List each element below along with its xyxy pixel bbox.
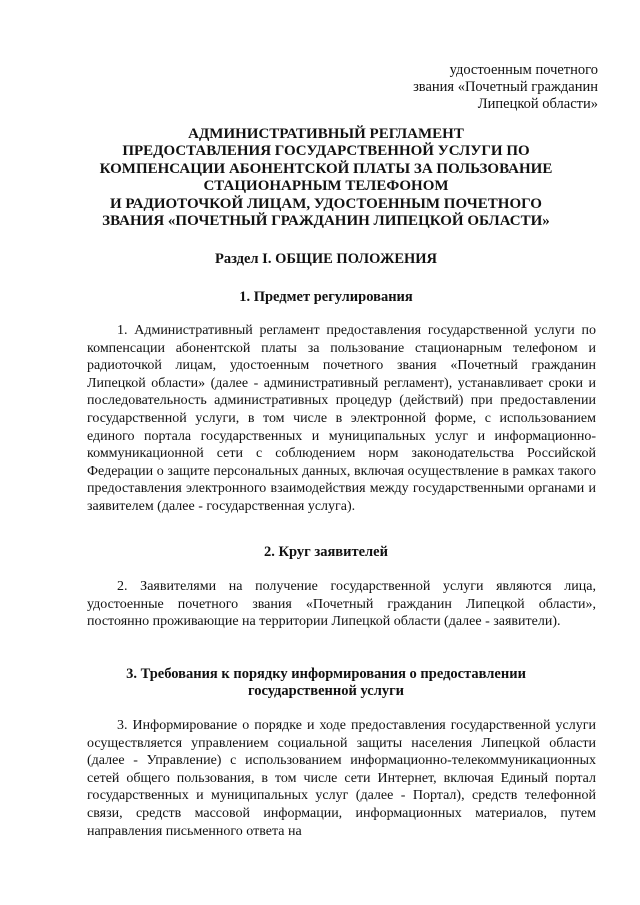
heading-line: 3. Требования к порядку информирования о предоставлении: [126, 666, 526, 682]
subsection-heading: [70, 666, 582, 700]
heading-line: государственной услуги: [247, 683, 405, 699]
subsection-heading: 1. Предмет регулирования: [239, 289, 413, 305]
document-title: [70, 126, 582, 230]
subsection-heading: 2. Круг заявителей: [264, 544, 388, 560]
title-line: И РАДИОТОЧКОЙ ЛИЦАМ, УДОСТОЕННЫМ ПОЧЕТНОГО: [110, 195, 542, 212]
section-heading: Раздел I. ОБЩИЕ ПОЛОЖЕНИЯ: [214, 251, 438, 267]
paragraph-3: 3. Информирование о порядке и ходе предоставления государственной услуги осуществляется управлением социальной защиты населения Липецкой области (далее - Управление) с использованием информационно-телекоммуникационных сетей общего пользования, в том числе сети Интернет, включая Единый портал государственных и муниципальных услуг (далее - Портал), средств телефонной связи, средств массовой информации, информационных материалов, путем направления письменного ответа на: [87, 718, 596, 839]
title-line: СТАЦИОНАРНЫМ ТЕЛЕФОНОМ: [203, 178, 449, 195]
title-line: КОМПЕНСАЦИИ АБОНЕНТСКОЙ ПЛАТЫ ЗА ПОЛЬЗОВАНИЕ: [99, 160, 553, 177]
paragraph-2: 2. Заявителями на получение государственной услуги являются лица, удостоенные почетного звания «Почетный гражданин Липецкой области», постоянно проживающие на территории Липецкой области (далее - заявители).: [87, 579, 596, 630]
paragraph-1: 1. Административный регламент предоставления государственной услуги по компенсации абонентской платы за пользование стационарным телефоном и радиоточкой лицам, удостоенным почетного звания «Почетный гражданин Липецкой области» (далее - административный регламент), устанавливает сроки и последовательность административных процедур (действий) при предоставлении государственной услуги, в том числе в электронной форме, с использованием единого портала государственных и муниципальных услуг и информационно-коммуникационной сети с соблюдением норм законодательства Российской Федерации о защите персональных данных, включая осуществление в рамках такого предоставления электронного взаимодействия между государственными органами и заявителем (далее - государственная услуга).: [87, 323, 596, 514]
title-line: ЗВАНИЯ «ПОЧЕТНЫЙ ГРАЖДАНИН ЛИПЕЦКОЙ ОБЛАСТИ»: [102, 213, 550, 230]
header-note: [358, 62, 598, 113]
header-note-line: звания «Почетный гражданин: [413, 79, 598, 95]
header-note-line: удостоенным почетного: [449, 62, 598, 78]
title-line: ПРЕДОСТАВЛЕНИЯ ГОСУДАРСТВЕННОЙ УСЛУГИ ПО: [122, 143, 530, 160]
title-line: АДМИНИСТРАТИВНЫЙ РЕГЛАМЕНТ: [188, 126, 464, 142]
header-note-line: Липецкой области»: [477, 96, 598, 112]
